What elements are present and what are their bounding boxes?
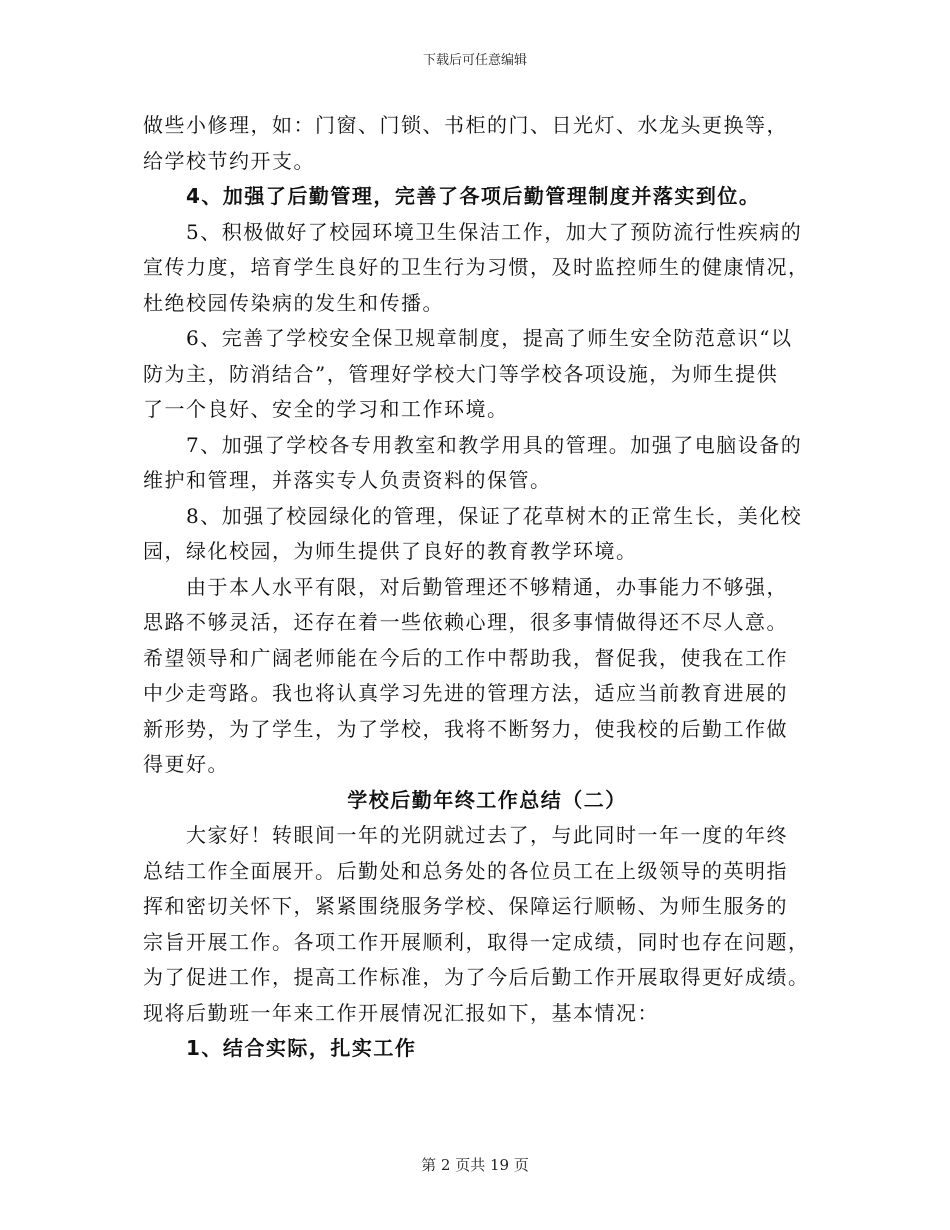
body-line: 现将后勤班一年来工作开展情况汇报如下，基本情况： [143,1000,659,1025]
body-line: 宗旨开展工作。各项工作开展顺利，取得一定成绩，同时也存在问题， [143,929,810,954]
document-body [143,108,811,1067]
section-heading: 4、加强了后勤管理，完善了各项后勤管理制度并落实到位。 [186,184,761,208]
body-line: 大家好！转眼间一年的光阴就过去了，与此同时一年一度的年终 [186,823,788,847]
body-line: 得更好。 [143,752,229,776]
body-line: 园，绿化校园，为师生提供了良好的教育教学环境。 [143,539,638,563]
body-line: 了一个良好、安全的学习和工作环境。 [143,397,509,421]
body-line: 5、积极做好了校园环境卫生保洁工作，加大了预防流行性疾病的 [186,219,803,244]
body-line: 防为主，防消结合”，管理好学校大门等学校各项设施，为师生提供 [143,361,779,386]
body-line: 新形势，为了学生，为了学校，我将不断努力，使我校的后勤工作做 [143,716,788,741]
page-number: 第 2 页共 19 页 [421,1156,529,1174]
body-line: 6、完善了学校安全保卫规章制度，提高了师生安全防范意识“以 [186,326,793,350]
body-line: 8、加强了校园绿化的管理，保证了花草树木的正常生长，美化校 [186,503,803,528]
body-line: 由于本人水平有限，对后勤管理还不够精通，办事能力不够强， [186,574,788,599]
body-line: 为了促进工作，提高工作标准，为了今后后勤工作开展取得更好成绩。 [143,965,810,989]
body-line: 挥和密切关怀下，紧紧围绕服务学校、保障运行顺畅、为师生服务的 [143,894,788,918]
body-line: 思路不够灵活，还存在着一些依赖心理，很多事情做得还不尽人意。 [143,610,788,634]
body-line: 中少走弯路。我也将认真学习先进的管理方法，适应当前教育进展的 [143,681,788,705]
body-line: 做些小修理，如：门窗、门锁、书柜的门、日光灯、水龙头更换等， [143,113,788,137]
document-title: 学校后勤年终工作总结（二） [347,787,627,812]
section-heading: 1、结合实际，扎实工作 [186,1036,417,1060]
page-header-note: 下载后可任意编辑 [422,53,527,68]
body-line: 维护和管理，并落实专人负责资料的保管。 [143,468,552,492]
body-line: 杜绝校园传染病的发生和传播。 [143,290,444,315]
body-line: 给学校节约开支。 [143,148,315,173]
body-line: 总结工作全面展开。后勤处和总务处的各位员工在上级领导的英明指 [143,858,788,883]
body-line: 7、加强了学校各专用教室和教学用具的管理。加强了电脑设备的 [186,432,803,457]
body-line: 宣传力度，培育学生良好的卫生行为习惯，及时监控师生的健康情况， [143,255,810,279]
body-line: 希望领导和广阔老师能在今后的工作中帮助我，督促我，使我在工作 [143,645,788,670]
